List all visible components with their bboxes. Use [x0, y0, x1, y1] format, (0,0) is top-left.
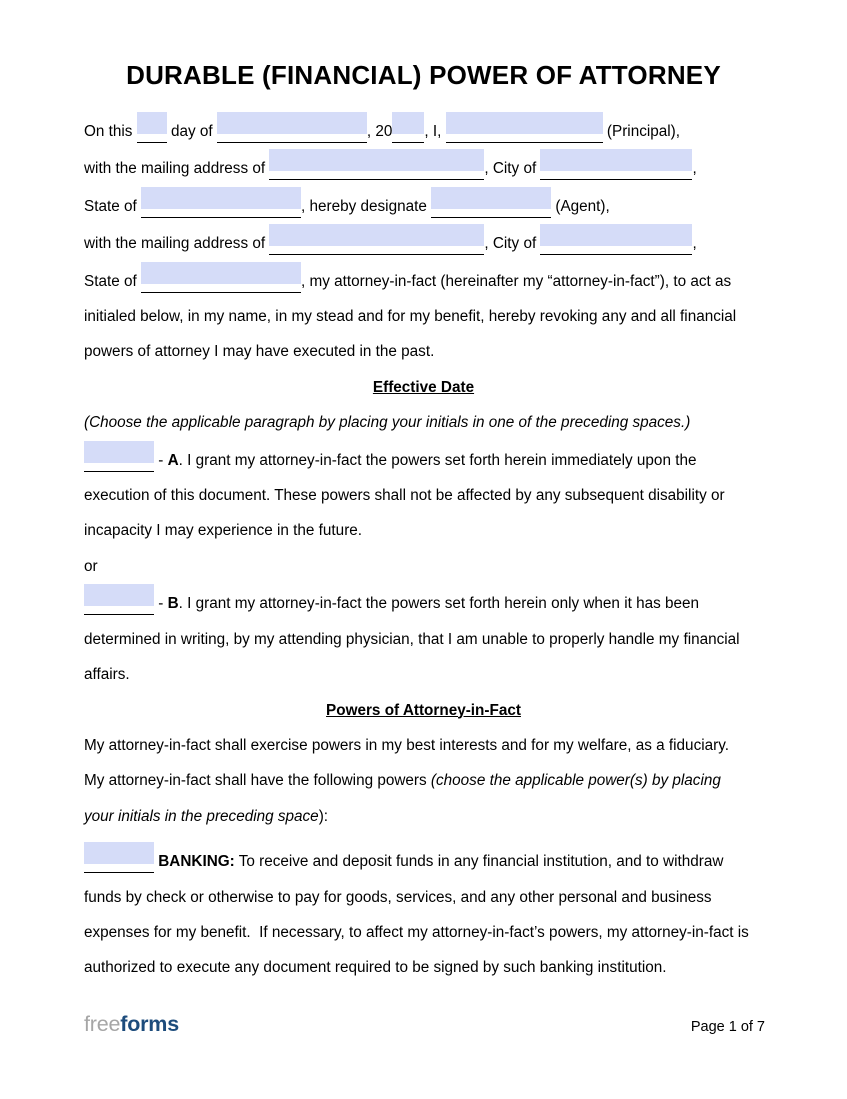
banking-label: BANKING: [154, 853, 235, 871]
intro-line-3-text: , hereby designate [300, 197, 432, 215]
agent-mailing-address-field[interactable] [269, 224, 484, 255]
intro-line-1-text: , 20 [366, 123, 393, 140]
intro-line-4 [84, 224, 763, 261]
option-a-initials-field[interactable] [84, 441, 154, 472]
intro-line-1-text: day of [166, 123, 217, 140]
day-field[interactable] [137, 112, 167, 143]
effective-date-heading-line [84, 370, 763, 405]
option-b-line-1 [84, 584, 763, 621]
banking-initials-field[interactable] [84, 842, 154, 873]
option-a-text: - [154, 451, 168, 469]
intro-line-2 [84, 149, 763, 186]
intro-line-3-text: State of [84, 197, 141, 215]
document-body [0, 91, 847, 986]
intro-line-2-text: with the mailing address of [84, 160, 270, 178]
effective-date-instruction: (Choose the applicable paragraph by placing your initials in one of the preceding spaces.) [84, 414, 691, 432]
intro-line-5 [84, 262, 763, 299]
footer [84, 1012, 765, 1037]
option-a-line-2: execution of this document. These powers shall not be affected by any subsequent disability or [84, 487, 725, 505]
powers-line-3 [84, 799, 763, 834]
document-title: DURABLE (FINANCIAL) POWER OF ATTORNEY [126, 60, 721, 90]
option-a-line-3: incapacity I may experience in the future. [84, 522, 363, 540]
option-a-text: . I grant my attorney-in-fact the powers set forth herein immediately upon the [178, 451, 697, 469]
year-field[interactable] [392, 112, 424, 143]
option-b-initials-field[interactable] [84, 584, 154, 615]
intro-line-3-text: (Agent), [551, 197, 610, 215]
powers-line-2 [84, 763, 763, 798]
option-b-line-3: affairs. [84, 666, 130, 684]
intro-line-2-text: , [692, 160, 697, 178]
powers-line-2-instruction: (choose the applicable power(s) by placing [430, 772, 721, 790]
logo-forms-text: forms [120, 1012, 179, 1036]
banking-line-1-text: To receive and deposit funds in any financial institution, and to withdraw [234, 853, 724, 871]
option-b-label: B [167, 595, 179, 613]
intro-line-4-text: , [692, 235, 697, 253]
option-b-text: - [154, 595, 168, 613]
option-b-line-2: determined in writing, by my attending physician, that I am unable to properly handle my financial [84, 630, 740, 648]
intro-line-1-text: (Principal), [602, 123, 681, 140]
agent-city-field[interactable] [540, 224, 692, 255]
effective-date-heading: Effective Date [372, 378, 475, 396]
agent-name-field[interactable] [431, 187, 551, 218]
principal-state-field[interactable] [141, 187, 301, 218]
intro-line-4-text: with the mailing address of [84, 235, 270, 253]
option-b-text: . I grant my attorney-in-fact the powers set forth herein only when it has been [178, 595, 700, 613]
option-a-line-1 [84, 441, 763, 478]
principal-mailing-address-field[interactable] [269, 149, 484, 180]
intro-line-5-text: State of [84, 272, 141, 290]
powers-heading-line [84, 693, 763, 728]
option-a-label: A [167, 451, 179, 469]
intro-line-1-text: , I, [424, 123, 446, 140]
intro-line-4-text: , City of [484, 235, 541, 253]
powers-line-2-text: My attorney-in-fact shall have the following powers [84, 772, 431, 790]
agent-state-field[interactable] [141, 262, 301, 293]
powers-line-3-instruction: your initials in the preceding space [84, 807, 319, 825]
banking-line-2: funds by check or otherwise to pay for goods, services, and any other personal and business [84, 888, 712, 906]
page-number: Page 1 of 7 [690, 1019, 765, 1035]
intro-line-2-text: , City of [484, 160, 541, 178]
intro-line-1 [84, 112, 763, 149]
intro-line-1-text: On this [84, 123, 137, 140]
banking-line-1 [84, 842, 763, 879]
intro-line-5-text: , my attorney-in-fact (hereinafter my “attorney-in-fact”), to act as [300, 272, 732, 290]
intro-line-3 [84, 187, 763, 224]
or-line: or [84, 557, 98, 575]
powers-line-3-text: ): [318, 807, 329, 825]
month-field[interactable] [217, 112, 367, 143]
logo-free-text: free [84, 1012, 121, 1036]
intro-line-6: initialed below, in my name, in my stead and for my benefit, hereby revoking any and all financial [84, 308, 737, 326]
powers-heading: Powers of Attorney-in-Fact [326, 701, 521, 719]
powers-line-1: My attorney-in-fact shall exercise powers in my best interests and for my welfare, as a fiduciary. [84, 736, 729, 754]
banking-line-3: expenses for my benefit. If necessary, to affect my attorney-in-fact’s powers, my attorney-in-fact is [84, 923, 749, 941]
banking-line-4: authorized to execute any document required to be signed by such banking institution. [84, 959, 667, 977]
principal-city-field[interactable] [540, 149, 692, 180]
intro-line-7: powers of attorney I may have executed in the past. [84, 343, 435, 361]
freeforms-logo [84, 1012, 179, 1037]
principal-name-field[interactable] [446, 112, 603, 143]
